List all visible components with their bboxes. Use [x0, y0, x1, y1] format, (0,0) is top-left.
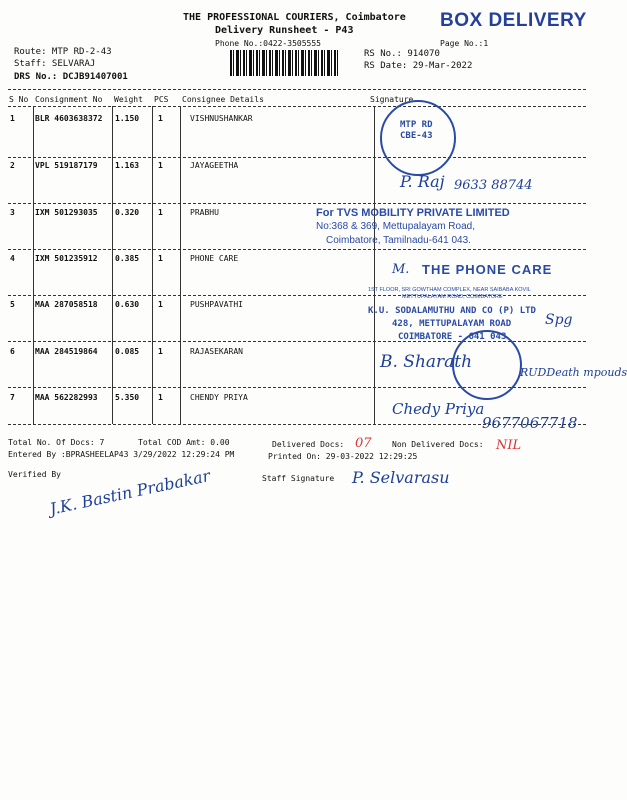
row-sno: 7: [10, 393, 15, 402]
row-pcs: 1: [158, 347, 163, 356]
row-consignee: CHENDY PRIYA: [190, 393, 248, 402]
ku-stamp-line2: 428, METTUPALAYAM ROAD: [392, 319, 512, 329]
tvs-stamp-line3: Coimbatore, Tamilnadu-641 043.: [326, 235, 471, 246]
row-consignment: MAA 562282993: [35, 393, 98, 402]
row-sno: 4: [10, 254, 15, 263]
tvs-stamp-line2: No:368 & 369, Mettupalayam Road,: [316, 221, 475, 232]
row-divider: [8, 203, 586, 204]
row-weight: 5.350: [115, 393, 140, 402]
row-consignee: JAYAGEETHA: [190, 161, 239, 170]
row-consignee: PUSHPAVATHI: [190, 300, 243, 309]
verified-signature: J.K. Bastin Prabakar: [48, 466, 212, 519]
col-consignee: Consignee Details: [182, 95, 264, 104]
col-consignment: Consignment No: [35, 95, 103, 104]
ku-stamp-line1: K.U. SODALAMUTHU AND CO (P) LTD: [368, 306, 536, 316]
col-line: [112, 106, 113, 424]
row-pcs: 1: [158, 393, 163, 402]
col-line: [374, 106, 375, 424]
row7-phone: 9677067718: [482, 414, 578, 432]
row-consignee: RAJASEKARAN: [190, 347, 243, 356]
row-divider: [8, 249, 586, 250]
company-name: THE PROFESSIONAL COURIERS, Coimbatore: [183, 12, 406, 23]
non-delivered-count: NIL: [496, 438, 522, 453]
row-pcs: 1: [158, 114, 163, 123]
delivered-count: 07: [355, 436, 372, 451]
row-weight: 1.150: [115, 114, 140, 123]
phonecare-stamp-addr1: 1ST FLOOR, SRI GOWTHAM COMPLEX, NEAR SAIBABA KOVIL: [368, 287, 531, 293]
staff: Staff: SELVARAJ: [14, 59, 96, 69]
phonecare-stamp-brand: THE PHONE CARE: [422, 262, 553, 277]
hospital-seal-text: MTP RD CBE-43: [400, 120, 433, 141]
box-delivery-stamp: BOX DELIVERY: [440, 10, 587, 31]
row-sno: 5: [10, 300, 15, 309]
row-weight: 0.320: [115, 208, 140, 217]
page-number: Page No.:1: [440, 39, 489, 48]
row-weight: 0.385: [115, 254, 140, 263]
ku-stamp-line3: COIMBATORE - 641 043: [398, 332, 507, 342]
row-consignee: PRABHU: [190, 208, 219, 217]
row-weight: 0.085: [115, 347, 140, 356]
non-delivered-label: Non Delivered Docs:: [392, 440, 484, 449]
row2-phone: 9633 88744: [454, 178, 533, 193]
row-consignee: PHONE CARE: [190, 254, 239, 263]
row-divider: [8, 157, 586, 158]
row-pcs: 1: [158, 208, 163, 217]
row-sno: 3: [10, 208, 15, 217]
row2-signature: P. Raj: [400, 172, 445, 191]
total-docs: Total No. Of Docs: 7: [8, 438, 105, 447]
row7-signature: Chedy Priya: [392, 400, 485, 418]
row-consignee: VISHNUSHANKAR: [190, 114, 253, 123]
route: Route: MTP RD-2-43: [14, 47, 112, 57]
col-signature: Signature: [370, 95, 414, 104]
row-weight: 1.163: [115, 161, 140, 170]
col-line: [180, 106, 181, 424]
row-sno: 2: [10, 161, 15, 170]
row-sno: 6: [10, 347, 15, 356]
row-pcs: 1: [158, 161, 163, 170]
row-consignment: VPL 519187179: [35, 161, 98, 170]
row-consignment: BLR 4603638372: [35, 114, 103, 123]
row-pcs: 1: [158, 300, 163, 309]
total-cod: Total COD Amt: 0.00: [138, 438, 230, 447]
header-divider-top: [8, 89, 586, 90]
rs-number: RS No.: 914070: [364, 49, 440, 59]
delivered-label: Delivered Docs:: [272, 440, 345, 449]
row5-signature: Spg: [545, 312, 573, 328]
runsheet-title: Delivery Runsheet - P43: [215, 25, 354, 36]
row-weight: 0.630: [115, 300, 140, 309]
row6-signature: B. Sharath: [380, 352, 473, 372]
col-pcs: PCS: [154, 95, 169, 104]
rs-date: RS Date: 29-Mar-2022: [364, 61, 473, 71]
col-sno: S No: [9, 95, 29, 104]
staff-signature: P. Selvarasu: [352, 468, 450, 487]
drs-number: DRS No.: DCJB91407001: [14, 72, 128, 82]
printed-on: Printed On: 29-03-2022 12:29:25: [268, 452, 418, 461]
phone-number: Phone No.:0422-3505555: [215, 39, 321, 48]
row-consignment: MAA 287058518: [35, 300, 98, 309]
row-consignment: IXM 501235912: [35, 254, 98, 263]
header-divider-bottom: [8, 106, 586, 107]
phonecare-stamp-addr2: METTUPALAYAM ROAD, COIMBATORE: [402, 294, 503, 300]
col-weight: Weight: [114, 95, 143, 104]
entered-by: Entered By :BPRASHEELAP43 3/29/2022 12:29:24 PM: [8, 450, 235, 459]
row-sno: 1: [10, 114, 15, 123]
tvs-stamp-line1: For TVS MOBILITY PRIVATE LIMITED: [316, 207, 510, 219]
barcode: [230, 50, 338, 76]
col-line: [152, 106, 153, 424]
col-line: [33, 106, 34, 424]
row4-signature: M.: [392, 262, 410, 277]
staff-signature-label: Staff Signature: [262, 474, 335, 483]
row6-note: RUDDeath mpouds: [520, 366, 627, 379]
row-consignment: IXM 501293035: [35, 208, 98, 217]
row-consignment: MAA 284519864: [35, 347, 98, 356]
verified-by-label: Verified By: [8, 470, 61, 479]
row-pcs: 1: [158, 254, 163, 263]
